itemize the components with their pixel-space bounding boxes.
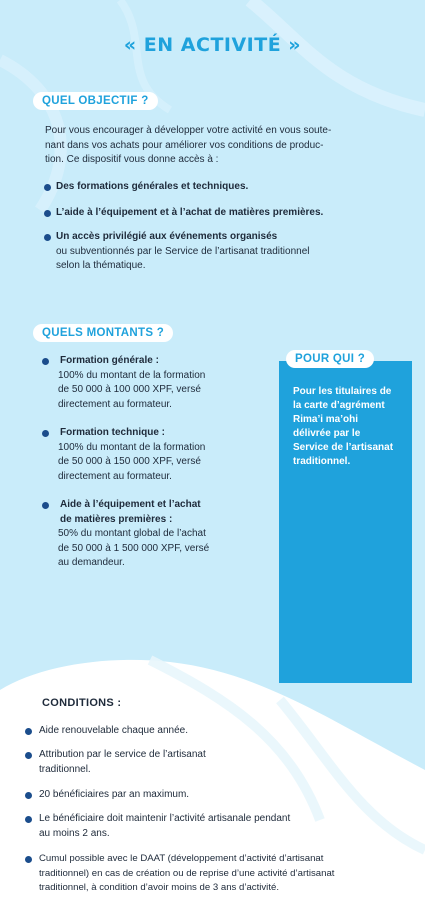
list-item: Attribution par le service de l’artisanat traditionnel. [25, 748, 405, 777]
list-item: L’aide à l’équipement et à l’achat de matières premières. [44, 206, 414, 221]
list-item: Des formations générales et techniques. [44, 180, 404, 195]
pour-qui-heading: POUR QUI ? [286, 350, 374, 368]
objectif-intro [45, 124, 395, 168]
bullet-icon [42, 358, 49, 365]
list-item: Aide à l’équipement et l’achat de matières premières : 50% du montant global de l’achat de 50 000 à 1 500 000 XPF, versé au demandeur. [42, 498, 267, 571]
bullet-icon [25, 728, 32, 735]
bullet-icon [44, 184, 51, 191]
intro-line: Pour vous encourager à développer votre activité en vous soute- [45, 125, 332, 136]
bullet-icon [25, 792, 32, 799]
list-item: Aide renouvelable chaque année. [25, 724, 405, 739]
page-title: « EN ACTIVITÉ » [123, 34, 302, 56]
bullet-icon [42, 502, 49, 509]
bullet-icon [42, 430, 49, 437]
list-item: Formation générale : 100% du montant de la formation de 50 000 à 100 000 XPF, versé directement au formateur. [42, 354, 267, 412]
intro-line: nant dans vos achats pour améliorer vos conditions de produc- [45, 139, 324, 151]
montants-heading: QUELS MONTANTS ? [33, 324, 173, 342]
intro-line: tion. Ce dispositif vous donne accès à : [45, 154, 219, 165]
list-item: Un accès privilégié aux événements organisés ou subventionnés par le Service de l’artisanat traditionnel selon la thématique. [44, 230, 404, 274]
conditions-heading: CONDITIONS : [42, 697, 122, 709]
bullet-icon [25, 856, 32, 863]
list-item: Cumul possible avec le DAAT (développement d’activité d’artisanat traditionnel) en cas de création ou de reprise d’une activité d’artisanat traditionnel, à condition d’avoir moins de 3 ans d’activité. [25, 852, 420, 896]
bullet-icon [44, 234, 51, 241]
bullet-icon [25, 752, 32, 759]
list-item: Le bénéficiaire doit maintenir l’activité artisanale pendant au moins 2 ans. [25, 812, 415, 841]
list-item: 20 bénéficiaires par an maximum. [25, 788, 405, 803]
objectif-heading: QUEL OBJECTIF ? [33, 92, 158, 110]
pour-qui-text: Pour les titulaires de la carte d’agrément Rima’i ma’ohi délivrée par le Service de l’artisanat traditionnel. [293, 386, 394, 467]
bullet-icon [44, 210, 51, 217]
bullet-icon [25, 816, 32, 823]
list-item: Formation technique : 100% du montant de la formation de 50 000 à 150 000 XPF, versé directement au formateur. [42, 426, 267, 484]
